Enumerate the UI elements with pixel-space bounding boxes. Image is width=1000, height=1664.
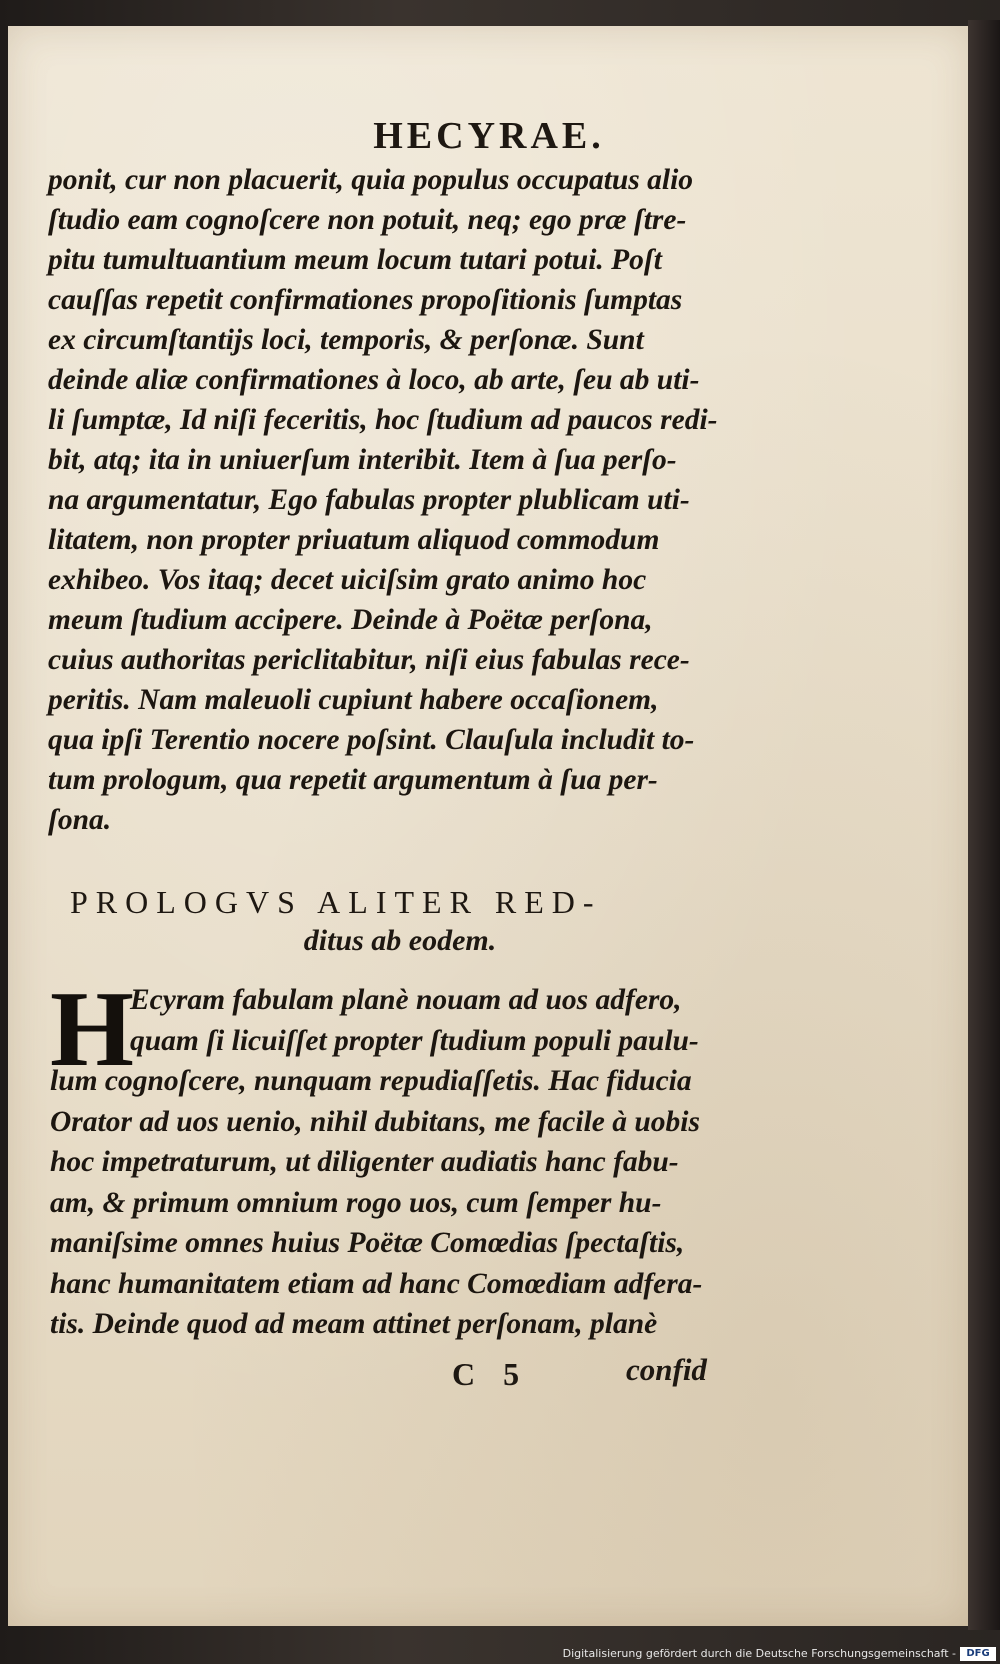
- text-line: tis. Deinde quod ad meam attinet perſonam, planè: [50, 1308, 658, 1340]
- text-line: exhibeo. Vos itaq; decet uiciſsim grato animo hoc: [48, 564, 647, 596]
- text-line: Ecyram fabulam planè nouam ad uos adfero,: [130, 984, 682, 1016]
- section-title: PROLOGVS ALITER RED-: [70, 884, 602, 920]
- page-edge-shadow: [968, 20, 1000, 1630]
- running-head: HECYRAE.: [373, 115, 605, 157]
- commentary-text: [48, 160, 738, 840]
- text-line: pitu tumultuantium meum locum tutari potui. Poſt: [48, 244, 662, 276]
- text-line: cauſſas repetit confirmationes propoſitionis ſumptas: [48, 284, 683, 316]
- text-line: hanc humanitatem etiam ad hanc Comœdiam adfera-: [50, 1267, 703, 1300]
- text-line: quam ſi licuiſſet propter ſtudium populi paulu-: [130, 1024, 699, 1057]
- text-line: qua ipſi Terentio nocere poſsint. Clauſula includit to-: [48, 724, 695, 756]
- text-line: ponit, cur non placuerit, quia populus occupatus alio: [48, 164, 694, 196]
- text-line: cuius authoritas periclitabitur, niſi eius fabulas rece-: [48, 644, 690, 676]
- drop-cap-initial: H: [50, 970, 135, 1089]
- text-line: na argumentatur, Ego fabulas propter plublicam uti-: [48, 484, 690, 516]
- text-line: Orator ad uos uenio, nihil dubitans, me facile à uobis: [50, 1105, 700, 1138]
- text-line: peritis. Nam maleuoli cupiunt habere occaſionem,: [48, 684, 659, 716]
- text-line: bit, atq; ita in uniuerſum interibit. Item à ſua perſo-: [48, 444, 677, 476]
- text-line: ſtudio eam cognoſcere non potuit, neq; ego præ ſtre-: [48, 204, 687, 236]
- text-line: lum cognoſcere, nunquam repudiaſſetis. Hac fiducia: [50, 1065, 692, 1097]
- text-line: litatem, non propter priuatum aliquod commodum: [48, 524, 660, 556]
- catchword: confid: [626, 1352, 707, 1387]
- text-line: li ſumptæ, Id niſi feceritis, hoc ſtudium ad paucos redi-: [48, 404, 718, 436]
- text-line: maniſsime omnes huius Poëtæ Comœdias ſpectaſtis,: [50, 1227, 685, 1259]
- digitization-credit: Digitalisierung gefördert durch die Deutsche Forschungsgemeinschaft -: [562, 1647, 956, 1660]
- section-subtitle: ditus ab eodem.: [303, 924, 497, 957]
- text-line: meum ſtudium accipere. Deinde à Poëtæ perſona,: [48, 604, 653, 636]
- signature-mark: C 5: [452, 1356, 530, 1392]
- text-line: ſona.: [48, 804, 112, 836]
- dfg-logo: DFG: [960, 1647, 996, 1661]
- text-line: am, & primum omnium rogo uos, cum ſemper hu-: [50, 1186, 662, 1219]
- text-line: tum prologum, qua repetit argumentum à ſua per-: [48, 764, 658, 796]
- prologue-text: [50, 970, 740, 1345]
- text-line: hoc impetraturum, ut diligenter audiatis hanc fabu-: [50, 1146, 679, 1178]
- text-line: deinde aliæ confirmationes à loco, ab arte, ſeu ab uti-: [48, 364, 700, 396]
- text-line: ex circumſtantijs loci, temporis, & perſonæ. Sunt: [48, 324, 644, 356]
